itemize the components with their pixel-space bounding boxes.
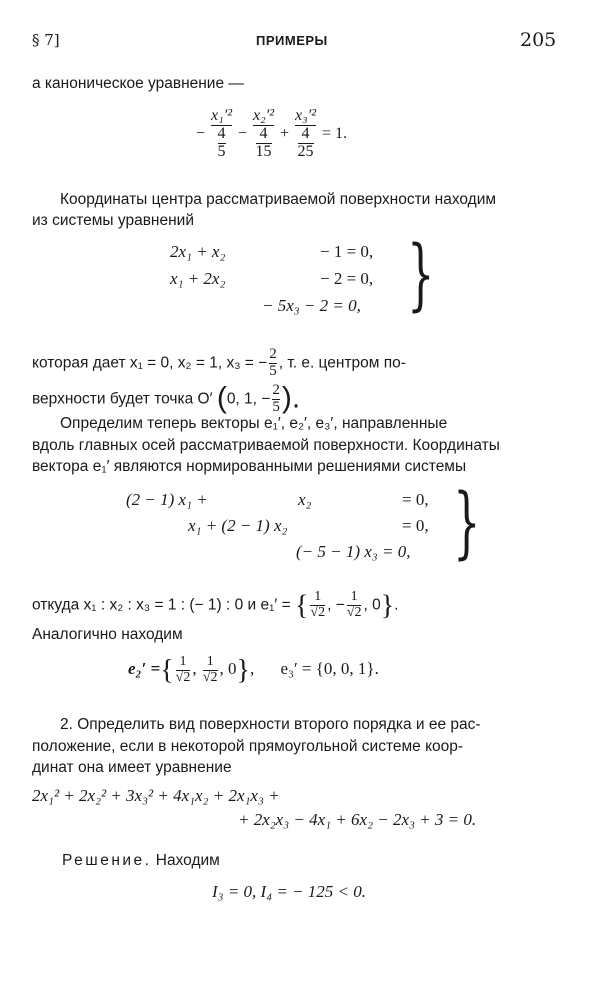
frac-den: $\frac{4}{5}$ [211, 125, 232, 161]
fraction-x3: $\frac{\text{x₃′²}}{\frac{4}{25}}$ [295, 107, 316, 160]
page-number: 205 [520, 29, 557, 51]
paragraph-center-cont: из системы уравнений [32, 212, 194, 229]
equation2-line-2: + 2x₂x₃ − 4x₁ + 6x₂ − 2x₃ + 3 = 0. [238, 810, 477, 829]
section-mark: § 7] [32, 31, 60, 49]
system2-row2-right: = 0, [402, 516, 429, 535]
problem2-line-3: динат она имеет уравнение [32, 759, 232, 776]
system2-row1-mid: x₂ [298, 490, 312, 509]
solution-label: Решение. [62, 852, 152, 869]
right-brace: } [453, 478, 481, 568]
system-of-equations-1 [170, 230, 435, 322]
system2-row1-right: = 0, [402, 490, 429, 509]
equation2-line-1: 2x₁² + 2x₂² + 3x₃² + 4x₁x₂ + 2x₁x₃ + [32, 786, 280, 805]
fraction-x1 [211, 108, 232, 160]
system2-row2-left: x₁ + (2 − 1) x₂ [188, 516, 288, 535]
system1-row1-right: − 1 = 0, [320, 242, 374, 261]
problem2-line-1: 2. Определить вид поверхности второго порядка и ее рас- [60, 716, 481, 733]
invariants-line: I₃ = 0, I₄ = − 125 < 0. [212, 882, 367, 901]
system1-row3: − 5x₃ − 2 = 0, [262, 296, 361, 315]
solution-line-2: верхности будет точка O′ (0, 1, − $\frac{2}{5}$ ). [32, 381, 301, 415]
equation-rhs: = 1. [322, 124, 348, 142]
paragraph-vectors-2: вдоль главных осей рассматриваемой поверхности. Координаты [32, 437, 500, 454]
whence-line: откуда x₁ : x₂ : x₃ = 1 : (− 1) : 0 и e₁′ = { $\frac{1}{√2}$ , − $\frac{1}{√2}$ , 0}. [32, 589, 399, 622]
solution2-line: Решение. Находим [62, 852, 220, 869]
solution-line-1: которая дает x₁ = 0, x₂ = 1, x₃ = − $\frac{2}{5}$ , т. е. центром по- [32, 346, 406, 379]
system2-row3: (− 5 − 1) x₃ = 0, [296, 542, 411, 561]
system1-row2-left: x₁ + 2x₂ [170, 269, 226, 288]
system2-row1-left: (2 − 1) x₁ + [126, 490, 208, 509]
system1-row2-right: − 2 = 0, [320, 269, 374, 288]
canonical-equation: − $\frac{\text{x₁′²}}{\frac{4}{5}}$ − $\frac{\text{x₂′²}}{\frac{4}{15}}$ + $\frac{\text{x₃′²}}{\frac{4}{25}}$ = 1. [196, 107, 348, 160]
system-of-equations-2 [126, 478, 481, 570]
right-brace: } [407, 230, 435, 320]
intro-line: а каноническое уравнение — [32, 75, 244, 92]
system1-row1-left: 2x₁ + x₂ [170, 242, 226, 261]
frac-num: x₁′² [211, 107, 232, 124]
problem2-line-2: положение, если в некоторой прямоугольной системе коор- [32, 738, 464, 755]
running-title: ПРИМЕРЫ [256, 33, 328, 48]
similarly-line: Аналогично находим [32, 626, 183, 643]
paragraph-vectors-3: вектора e₁′ являются нормированными решениями системы [32, 458, 467, 475]
paragraph-center: Координаты центра рассматриваемой поверхности находим [60, 191, 497, 208]
fraction-x2: $\frac{\text{x₂′²}}{\frac{4}{15}}$ [253, 107, 274, 160]
paragraph-vectors-1: Определим теперь векторы e₁′, e₂′, e₃′, направленные [60, 415, 448, 432]
e2-e3-line: e₂′ ={ $\frac{1}{√2}$ , $\frac{1}{√2}$ , 0}, e₃′ = {0, 0, 1}. [128, 654, 379, 687]
